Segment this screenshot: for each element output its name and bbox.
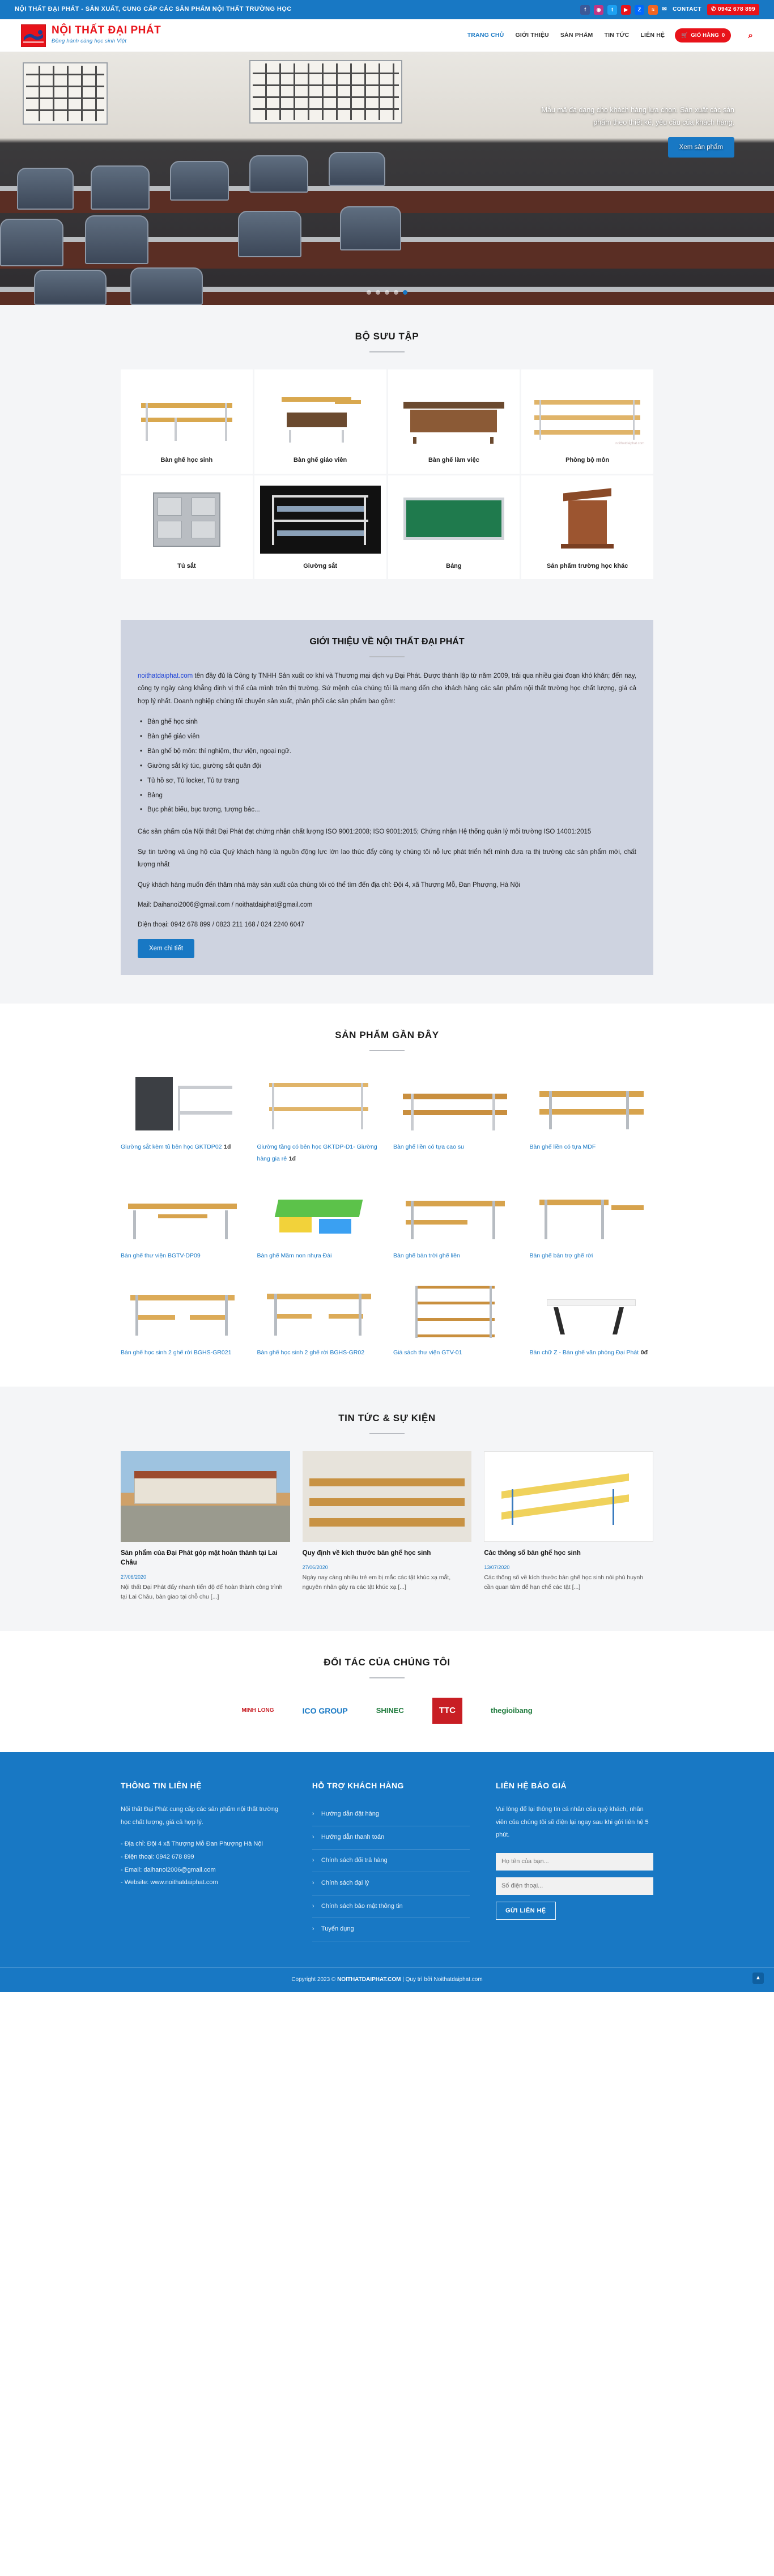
hero-slider-dots[interactable] xyxy=(367,290,407,295)
list-item: • Bàn ghế bộ môn: thí nghiệm, thư viện, ngoại ngữ. xyxy=(140,745,636,759)
intro-paragraph-3: Sự tin tưởng và ủng hộ của Quý khách hàng là nguồn động lực lớn lao thúc đẩy công ty chúng tôi nỗ lực phát triển hết mình đưa ra thị trường các sản phẩm mới, chất lượng nhất xyxy=(138,848,636,869)
zalo-icon[interactable]: Z xyxy=(635,5,644,15)
product-price: 1đ xyxy=(224,1144,231,1151)
top-bar xyxy=(0,0,774,19)
two-seat-desk-illustration xyxy=(121,1274,245,1346)
hero-dot-2[interactable] xyxy=(376,290,380,295)
product-card[interactable] xyxy=(393,1068,517,1164)
intro-detail-button[interactable]: Xem chi tiết xyxy=(138,939,194,958)
hero-chair xyxy=(340,206,401,250)
hero-window-grille-right xyxy=(253,63,399,120)
footer-phone: - Điện thoại: 0942 678 899 xyxy=(121,1853,194,1860)
news-card-date: 27/06/2020 xyxy=(121,1574,147,1580)
product-name: Giường tầng có bên học GKTDP-D1- Giường hàng gia rẻ xyxy=(257,1144,377,1163)
hero-banner xyxy=(0,52,774,305)
watermark: noithatdaiphat.com xyxy=(615,441,644,445)
facebook-icon[interactable]: f xyxy=(580,5,590,15)
hero-chair xyxy=(34,270,107,305)
bookshelf-illustration xyxy=(393,1274,517,1346)
news-card-excerpt: Các thông số về kích thước bàn ghế học sinh nói phù huynh cần quan tâm để hạn chế các tật [...] xyxy=(484,1574,644,1591)
logo-tagline: Đồng hành cùng học sinh Việt xyxy=(52,38,127,45)
hero-chair xyxy=(170,161,229,201)
intro-section xyxy=(0,607,774,1004)
desk-diagram-photo xyxy=(484,1451,653,1542)
intro-card xyxy=(121,620,653,975)
hero-desk-row-3 xyxy=(0,287,774,305)
footer-column-contact-info xyxy=(121,1779,286,1941)
footer-support-links xyxy=(312,1803,470,1941)
list-item: • Giường sắt ký túc, giường sắt quân đội xyxy=(140,759,636,774)
kindergarten-table-illustration xyxy=(257,1177,381,1249)
collection-item-label: Sản phẩm trường học khác xyxy=(546,562,628,569)
product-name: Bàn ghế Mầm non nhựa Đài xyxy=(257,1252,332,1260)
product-name: Bàn ghế liền có tựa MDF xyxy=(529,1144,596,1151)
library-table-illustration xyxy=(121,1177,245,1249)
office-desk-illustration xyxy=(394,380,514,448)
intro-mail-line: Mail: Daihanoi2006@gmail.com / noithatdaiphat@gmail.com xyxy=(138,902,313,909)
footer-link-agent-policy[interactable]: › Chính sách đại lý xyxy=(312,1872,470,1895)
title-divider xyxy=(369,1050,405,1051)
cart-label: GIỎ HÀNG xyxy=(691,32,719,39)
collection-title: BỘ SƯU TẬP xyxy=(355,331,419,342)
contact-phone-input[interactable] xyxy=(496,1877,653,1895)
chevron-up-icon[interactable]: ▲ xyxy=(752,1973,764,1984)
collection-item-label: Giường sắt xyxy=(303,562,338,569)
footer-link-recruitment[interactable]: › Tuyển dụng xyxy=(312,1918,470,1941)
intro-phone-line: Điện thoại: 0942 678 899 / 0823 211 168 / 024 2240 6047 xyxy=(138,921,304,929)
site-footer xyxy=(0,1752,774,1992)
contact-name-input[interactable] xyxy=(496,1853,653,1871)
logo-emblem-icon xyxy=(21,24,46,47)
two-seat-desk-b-illustration xyxy=(257,1274,381,1346)
footer-col3-title: LIÊN HỆ BÁO GIÁ xyxy=(495,1780,567,1790)
instagram-icon[interactable]: ◉ xyxy=(594,5,603,15)
hero-dot-3[interactable] xyxy=(385,290,389,295)
partner-logo-ttc: TTC xyxy=(432,1698,462,1724)
news-card-date: 27/06/2020 xyxy=(302,1565,328,1571)
collection-item-label: Bàn ghế giáo viên xyxy=(294,457,347,464)
collection-item-steel-cabinet[interactable] xyxy=(121,475,253,580)
footer-link-payment-guide[interactable]: › Hướng dẫn thanh toán xyxy=(312,1826,470,1850)
copyright-pre: Copyright 2023 © xyxy=(291,1976,338,1983)
title-divider xyxy=(369,1677,405,1678)
collection-item-label: Bảng xyxy=(446,562,462,569)
site-logo[interactable] xyxy=(21,24,161,47)
news-card-date: 13/07/2020 xyxy=(484,1565,510,1571)
news-card[interactable] xyxy=(484,1451,653,1602)
product-name: Giường sắt kèm tủ bên học GKTDP02 xyxy=(121,1144,222,1151)
product-card[interactable] xyxy=(257,1068,381,1164)
hero-chair xyxy=(329,152,385,186)
rss-icon[interactable]: ≈ xyxy=(648,5,658,15)
news-card-title: Các thông số bàn ghế học sinh xyxy=(484,1549,581,1557)
copyright-post: | Quy trì bởi Noithatdaiphat.com xyxy=(401,1976,483,1983)
nav-item-about[interactable]: GIỚI THIỆU xyxy=(515,32,549,39)
product-card[interactable] xyxy=(257,1177,381,1261)
news-card-excerpt: Ngày nay càng nhiều trẻ em bị mắc các tật khúc xạ mắt, nguyên nhân gây ra các tật khúc xạ [...] xyxy=(302,1574,451,1591)
hero-dot-4[interactable] xyxy=(394,290,398,295)
footer-col1-desc: Nội thất Đại Phát cung cấp các sản phẩm nội thất trường học chất lượng, giá cả hợp lý. xyxy=(121,1806,279,1826)
footer-col1-title: THÔNG TIN LIÊN HỆ xyxy=(121,1780,202,1790)
partner-logo-minh-long: MINH LONG xyxy=(241,1707,274,1714)
hero-chair xyxy=(0,219,63,266)
submit-contact-button[interactable]: GỬI LIÊN HỆ xyxy=(496,1902,556,1920)
news-grid xyxy=(121,1451,653,1602)
single-desk-illustration xyxy=(393,1177,517,1249)
partner-logo-ico-group: ICO GROUP xyxy=(302,1706,348,1715)
list-item: • Bục phát biểu, bục tượng, tượng bác... xyxy=(140,803,636,818)
news-card-title: Quy định về kích thước bàn ghế học sinh xyxy=(302,1549,431,1557)
cart-icon: 🛒 xyxy=(681,32,688,39)
recent-products-grid xyxy=(121,1068,653,1358)
z-table-illustration xyxy=(530,1274,654,1346)
nav-item-contact[interactable]: LIÊN HỆ xyxy=(640,32,665,39)
footer-website: - Website: www.noithatdaiphat.com xyxy=(121,1879,218,1886)
collection-item-label: Bàn ghế học sinh xyxy=(160,457,213,464)
partner-logo-row xyxy=(121,1695,653,1724)
twitter-icon[interactable]: t xyxy=(607,5,617,15)
logo-title: NỘI THẤT ĐẠI PHÁT xyxy=(52,24,161,37)
cart-button[interactable] xyxy=(675,28,731,42)
product-name: Bàn ghế thư viện BGTV-DP09 xyxy=(121,1252,201,1260)
bench-desk-illustration xyxy=(393,1068,517,1141)
intro-p1-text: tên đầy đủ là Công ty TNHH Sản xuất cơ khí và Thương mại dịch vụ Đại Phát. Được thành lập từ năm 2009, trải qua nhiều giai đoạn khó khăn; đến nay, công ty ngày càng khẳng định vị thế của mình trên thị trường. Sứ mệnh của chúng tôi là mang đến cho khách hàng các sản phẩm nội thất trường học chất lượng, giá cả hợp lý nhất. Doanh nghiệp chúng tôi chuyên sản xuất, phân phối các sản phẩm bao gồm: xyxy=(138,672,636,705)
hero-chair xyxy=(238,211,301,257)
collection-grid xyxy=(121,369,653,579)
nav-item-news[interactable]: TIN TỨC xyxy=(604,32,630,39)
bunk-bed-illustration xyxy=(257,1068,381,1141)
collection-item-label: Phòng bộ môn xyxy=(565,457,610,464)
copyright-brand[interactable]: NOITHATDAIPHAT.COM xyxy=(337,1976,401,1983)
steel-bunk-bed-illustration xyxy=(260,486,381,554)
product-name: Bàn chữ Z - Bàn ghế văn phòng Đại Phát xyxy=(529,1349,639,1356)
list-item: • Bàn ghế giáo viên xyxy=(140,730,636,745)
product-price: 0đ xyxy=(640,1349,648,1356)
collection-item-label: Tủ sắt xyxy=(177,562,196,569)
intro-paragraph-2: Các sản phẩm của Nội thất Đại Phát đạt chứng nhận chất lượng ISO 9001:2008; ISO 9001:2015; Chứng nhận Hệ thống quản lý môi trường ISO 14001:2015 xyxy=(138,828,592,836)
title-divider xyxy=(369,656,405,657)
hero-chair xyxy=(249,155,308,193)
steel-cabinet-illustration xyxy=(126,486,247,554)
podium-illustration xyxy=(527,486,648,554)
top-bar-marquee: NỘI THẤT ĐẠI PHÁT - SẢN XUẤT, CUNG CẤP CÁC SẢN PHẨM NỘI THẤT TRƯỜNG HỌC xyxy=(15,6,292,13)
bed-cabinet-illustration xyxy=(121,1068,245,1141)
product-name: Bàn ghế học sinh 2 ghế rời BGHS-GR021 xyxy=(121,1349,232,1356)
cart-count: 0 xyxy=(721,32,725,39)
partners-title: ĐỐI TÁC CỦA CHÚNG TÔI xyxy=(324,1656,450,1668)
recent-products-section xyxy=(0,1004,774,1386)
phone-badge[interactable] xyxy=(707,4,759,15)
collection-item-office-desk[interactable] xyxy=(388,369,520,474)
news-card-title: Sản phẩm của Đại Phát góp mặt hoàn thành tại Lai Châu xyxy=(121,1549,278,1567)
product-name: Bàn ghế liền có tựa cao su xyxy=(393,1144,464,1151)
main-navigation xyxy=(466,28,753,42)
collection-item-board[interactable] xyxy=(388,475,520,580)
partner-logo-shinec: SHINEC xyxy=(376,1706,404,1715)
intro-paragraph-4: Quý khách hàng muốn đến thăm nhà máy sản xuất của chúng tôi có thể tìm đến địa chỉ: Đội 4, xã Thượng Mỗ, Đan Phượng, Hà Nội xyxy=(138,881,520,889)
recent-products-title: SẢN PHẨM GẦN ĐÂY xyxy=(335,1030,439,1041)
hero-window-grille-left xyxy=(26,66,104,121)
search-icon[interactable]: ⌕ xyxy=(748,30,753,40)
hero-chair xyxy=(130,267,203,305)
news-title: TIN TỨC & SỰ KIỆN xyxy=(338,1412,436,1423)
desk-chair-illustration xyxy=(530,1177,654,1249)
hero-chair xyxy=(17,168,74,210)
product-name: Bàn ghế bàn trời ghế liền xyxy=(393,1252,460,1260)
site-header xyxy=(0,19,774,52)
hero-copy xyxy=(530,104,734,158)
collection-item-student-desk[interactable] xyxy=(121,369,253,474)
news-section xyxy=(0,1387,774,1631)
footer-email: - Email: daihanoi2006@gmail.com xyxy=(121,1866,216,1873)
product-card[interactable] xyxy=(530,1177,654,1261)
teacher-desk-illustration xyxy=(260,380,381,448)
hero-copy-text: Mẫu mã đa dạng cho khách hàng lựa chọn. Sản xuất các sản phẩm theo thiết kế, yêu cầu của khách hàng. xyxy=(541,106,734,126)
footer-col3-desc: Vui lòng để lại thông tin cá nhân của quý khách, nhân viên của chúng tôi sẽ điện lại ngay sau khi gửi liên hệ 5 phút. xyxy=(495,1806,649,1839)
desk-rows-photo xyxy=(303,1451,472,1542)
list-item: • Bảng xyxy=(140,789,636,804)
footer-link-privacy-policy[interactable]: › Chính sách bảo mật thông tin xyxy=(312,1895,470,1919)
product-card[interactable] xyxy=(121,1274,245,1358)
phone-icon: ✆ xyxy=(711,6,716,12)
partners-section xyxy=(0,1631,774,1752)
intro-title: GIỚI THIỆU VỀ NỘI THẤT ĐẠI PHÁT xyxy=(309,637,465,647)
product-name: Bàn ghế học sinh 2 ghế rời BGHS-GR02 xyxy=(257,1349,365,1356)
phone-number: 0942 678 899 xyxy=(718,6,755,12)
title-divider xyxy=(369,1433,405,1434)
product-card[interactable] xyxy=(257,1274,381,1358)
top-bar-right xyxy=(580,4,759,15)
nav-item-products[interactable]: SẢN PHẨM xyxy=(560,32,593,39)
bench-desk-mdf-illustration xyxy=(530,1068,654,1141)
intro-bullet-list xyxy=(140,715,636,818)
news-card[interactable] xyxy=(121,1451,290,1602)
hero-dot-1[interactable] xyxy=(367,290,371,295)
list-item: • Tủ hồ sơ, Tủ locker, Tủ tư trang xyxy=(140,774,636,789)
green-board-illustration xyxy=(394,486,514,554)
collection-item-teacher-desk[interactable] xyxy=(254,369,386,474)
hero-cta-button[interactable]: Xem sản phẩm xyxy=(668,137,734,158)
list-item: • Bàn ghế học sinh xyxy=(140,715,636,730)
product-card[interactable] xyxy=(121,1177,245,1261)
product-name: Giá sách thư viện GTV-01 xyxy=(393,1349,462,1356)
youtube-icon[interactable]: ▶ xyxy=(621,5,631,15)
footer-link-order-guide[interactable]: › Hướng dẫn đặt hàng xyxy=(312,1803,470,1826)
collection-item-steel-bed[interactable] xyxy=(254,475,386,580)
hero-dot-5[interactable] xyxy=(403,290,407,295)
student-desk-illustration xyxy=(126,380,247,448)
news-card[interactable] xyxy=(303,1451,472,1602)
footer-address: - Địa chỉ: Đội 4 xã Thượng Mỗ Đan Phượng Hà Nội xyxy=(121,1840,263,1848)
product-card[interactable] xyxy=(530,1068,654,1164)
envelope-icon: ✉ xyxy=(662,6,667,12)
intro-paragraph-1 xyxy=(138,670,636,708)
lab-room-illustration xyxy=(527,380,648,448)
partner-logo-thegioibang: thegioibang xyxy=(490,1706,533,1715)
hero-chair-group xyxy=(0,152,774,305)
intro-site-link[interactable]: noithatdaiphat.com xyxy=(138,672,193,679)
product-price: 1đ xyxy=(288,1155,296,1163)
collection-item-label: Bàn ghế làm việc xyxy=(428,457,479,464)
footer-column-quote-form xyxy=(496,1779,653,1941)
news-card-excerpt: Nội thất Đại Phát đẩy nhanh tiến độ để hoàn thành công trình tại Lai Châu, bàn giao tại chỗ chu [...] xyxy=(121,1584,283,1601)
footer-column-support xyxy=(312,1779,470,1941)
nav-item-home[interactable]: TRANG CHỦ xyxy=(467,32,504,39)
product-name: Bàn ghế bàn trợ ghế rời xyxy=(529,1252,593,1260)
copyright-bar xyxy=(0,1967,774,1992)
contact-label[interactable]: CONTACT xyxy=(673,6,702,12)
collection-item-lab-room[interactable] xyxy=(521,369,653,474)
hero-chair xyxy=(85,215,148,264)
collection-item-other[interactable] xyxy=(521,475,653,580)
product-card[interactable] xyxy=(121,1068,245,1164)
footer-link-return-policy[interactable]: › Chính sách đổi trả hàng xyxy=(312,1850,470,1873)
hero-chair xyxy=(91,165,150,210)
collection-section xyxy=(0,305,774,607)
product-card[interactable] xyxy=(393,1177,517,1261)
school-building-photo xyxy=(121,1451,290,1542)
footer-col2-title: HỖ TRỢ KHÁCH HÀNG xyxy=(312,1780,404,1790)
product-card[interactable] xyxy=(393,1274,517,1358)
title-divider xyxy=(369,351,405,352)
product-card[interactable] xyxy=(530,1274,654,1358)
